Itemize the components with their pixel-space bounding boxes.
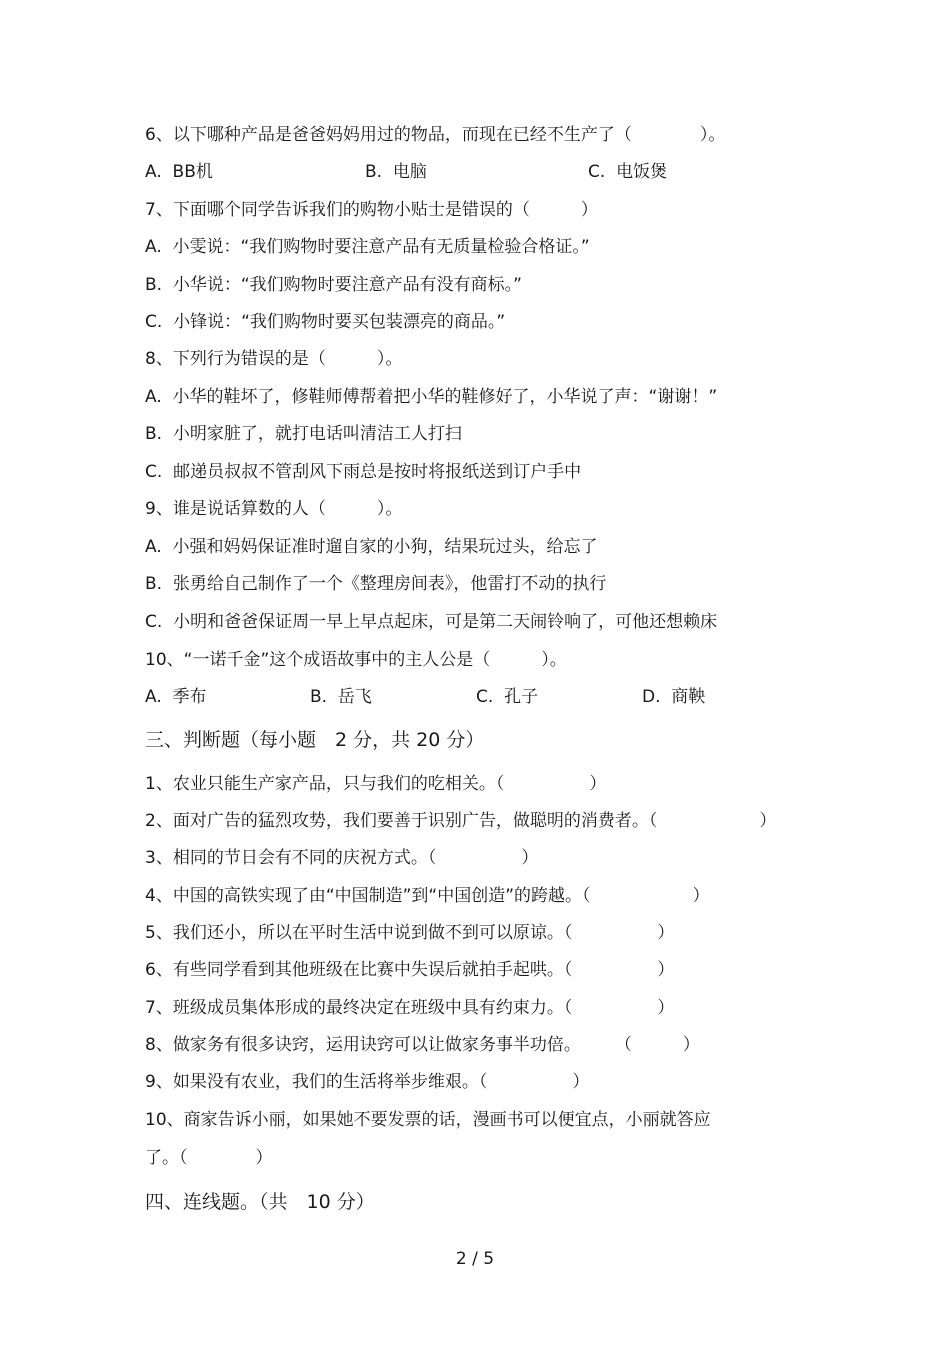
judge-item-4: 4、中国的高铁实现了由“中国制造”到“中国创造”的跨越。（ ）: [145, 886, 710, 906]
judge-item-3: 3、相同的节日会有不同的庆祝方式。（ ）: [145, 848, 539, 868]
judge-item-6: 6、有些同学看到其他班级在比赛中失误后就拍手起哄。（ ）: [145, 960, 675, 980]
page-number: 2 / 5: [455, 1249, 495, 1269]
q6-option-c: C. 电饭煲: [588, 162, 668, 182]
q8-option-a: A. 小华的鞋坏了，修鞋师傅帮着把小华的鞋修好了，小华说了声：“谢谢！”: [145, 387, 718, 407]
q10-option-a: A. 季布: [145, 687, 207, 707]
judge-item-10-continued: 了。（ ）: [145, 1148, 273, 1168]
q10-option-d: D. 商鞅: [642, 687, 706, 707]
q8-option-b: B. 小明家脏了，就打电话叫清洁工人打扫: [145, 424, 462, 444]
q9-option-c: C. 小明和爸爸保证周一早上早点起床，可是第二天闹铃响了，可他还想赖床: [145, 612, 718, 632]
q8-option-c: C. 邮递员叔叔不管刮风下雨总是按时将报纸送到订户手中: [145, 462, 582, 482]
judge-item-8: 8、做家务有很多诀窍，运用诀窍可以让做家务事半功倍。 （ ）: [145, 1035, 700, 1055]
q6-option-b: B. 电脑: [365, 162, 427, 182]
question-10: 10、“一诺千金”这个成语故事中的主人公是（ ）。: [145, 650, 567, 670]
question-7: 7、下面哪个同学告诉我们的购物小贴士是错误的（ ）: [145, 200, 598, 220]
judge-item-5: 5、我们还小，所以在平时生活中说到做不到可以原谅。（ ）: [145, 923, 675, 943]
q10-option-b: B. 岳飞: [310, 687, 372, 707]
judge-item-10: 10、商家告诉小丽，如果她不要发票的话，漫画书可以便宜点，小丽就答应: [145, 1110, 711, 1130]
section-3-title: 三、判断题（每小题 2 分，共 20 分）: [145, 729, 485, 751]
q9-option-a: A. 小强和妈妈保证准时遛自家的小狗，结果玩过头，给忘了: [145, 537, 598, 557]
q6-option-a: A. BB机: [145, 162, 213, 182]
question-6: 6、以下哪种产品是爸爸妈妈用过的物品，而现在已经不生产了（ ）。: [145, 125, 726, 145]
section-4-title: 四、连线题。（共 10 分）: [145, 1191, 375, 1213]
question-8: 8、下列行为错误的是（ ）。: [145, 349, 403, 369]
judge-item-9: 9、如果没有农业，我们的生活将举步维艰。（ ）: [145, 1072, 590, 1092]
q10-option-c: C. 孔子: [476, 687, 539, 707]
q7-option-b: B. 小华说：“我们购物时要注意产品有没有商标。”: [145, 275, 522, 295]
q7-option-c: C. 小锋说：“我们购物时要买包装漂亮的商品。”: [145, 312, 506, 332]
judge-item-1: 1、农业只能生产家产品，只与我们的吃相关。（ ）: [145, 774, 607, 794]
q7-option-a: A. 小雯说：“我们购物时要注意产品有无质量检验合格证。”: [145, 237, 590, 257]
question-9: 9、谁是说话算数的人（ ）。: [145, 499, 403, 519]
judge-item-7: 7、班级成员集体形成的最终决定在班级中具有约束力。（ ）: [145, 998, 675, 1018]
judge-item-2: 2、面对广告的猛烈攻势，我们要善于识别广告，做聪明的消费者。（ ）: [145, 811, 777, 831]
q9-option-b: B. 张勇给自己制作了一个《整理房间表》，他雷打不动的执行: [145, 574, 607, 594]
